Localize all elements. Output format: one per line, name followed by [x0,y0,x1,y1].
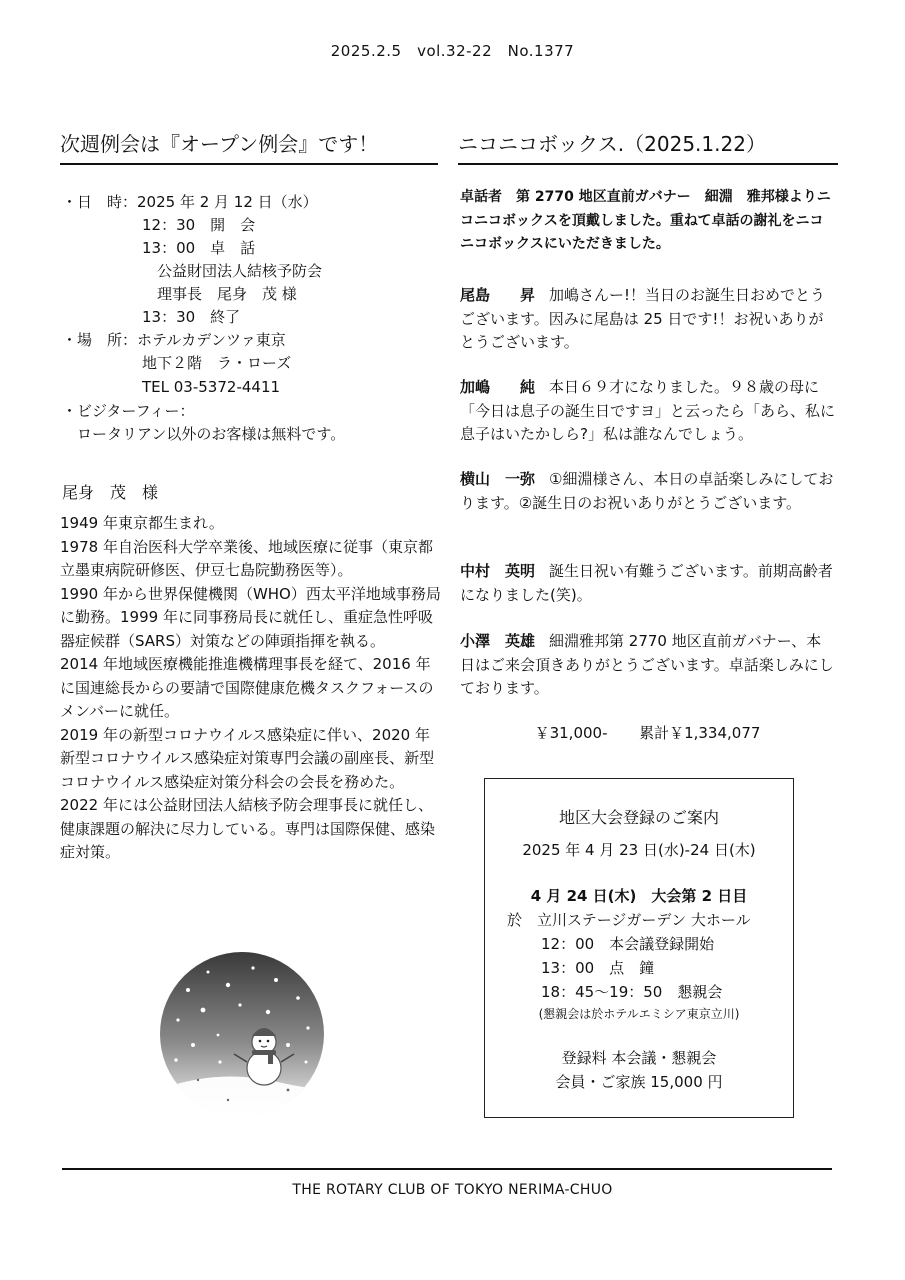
member-message: 細淵雅邦第 2770 地区直前ガバナー、本日はご来会頂きありがとうございます。卓話楽しみにしております。 [460,632,834,697]
footer-divider [62,1168,832,1170]
club-name-footer: THE ROTARY CLUB OF TOKYO NERIMA-CHUO [292,1182,613,1198]
bio-paragraph: 1978 年自治医科大学卒業後、地域医療に従事（東京都立墨東病院研修医、伊豆七島院勤務医等）。 [60,537,433,579]
box-day-label: 4 月 24 日(木) 大会第 2 日目 [530,887,748,905]
visitor-fee-text: ロータリアン以外のお客様は無料です。 [77,425,346,443]
bio-paragraph: 2019 年の新型コロナウイルス感染症に伴い、2020 年新型コロナウイルス感染症対策専門会議の副座長、新型コロナウイルス感染症対策分科会の会長を務めた。 [60,725,435,791]
venue-label: ・場 所：ホテルカデンツァ東京 [62,331,286,349]
speaker-bio [60,512,442,865]
member-name: 尾島 昇 [460,286,536,304]
speaker-name: 尾身 茂 様 [62,483,159,502]
bio-paragraph: 1990 年から世界保健機関（WHO）西太平洋地域事務局に勤務。1999 年に同事務局長に就任し、重症急性呼吸器症候群（SARS）対策などの陣頭指揮を執る。 [60,584,441,650]
box-note: (懇親会は於ホテルエミシア東京立川) [538,1007,740,1021]
meeting-title: 次週例会は『オープン例会』です！ [60,128,438,165]
list-item [460,468,835,515]
member-name: 小澤 英雄 [460,632,536,650]
box-dates: 2025 年 4 月 23 日(水)-24 日(木) [522,841,756,859]
bio-paragraph: 2014 年地域医療機能推進機構理事長を経て、2016 年に国連総長からの要請で国際健康危機タスクフォースのメンバーに就任。 [60,655,434,720]
speaker-org: 公益財団法人結核予防会 [157,262,323,280]
box-venue: 於 立川ステージガーデン 大ホール [507,911,751,929]
niconico-intro: 卓話者 第 2770 地区直前ガバナー 細淵 雅邦様よりニコニコボックスを頂戴しました。重ねて卓話の謝礼をニコニコボックスにいただきました。 [460,189,831,252]
box-fee: 会員・ご家族 15,000 円 [555,1073,723,1091]
niconico-totals [460,722,835,743]
snowman-icon [158,950,326,1118]
schedule-close: 13：30 終了 [142,308,241,326]
schedule-talk: 13：00 卓 話 [142,239,256,257]
list-item [460,630,835,701]
venue-room: 地下２階 ラ・ローズ [142,354,292,372]
box-title: 地区大会登録のご案内 [558,808,719,827]
bio-paragraph: 2022 年には公益財団法人結核予防会理事長に就任し、健康課題の解決に尽力している。専門は国際保健、感染症対策。 [60,796,436,861]
speaker-title: 理事長 尾身 茂 様 [157,285,297,303]
list-item [460,376,835,447]
member-message: 加嶋さんー!！当日のお誕生日おめでとうございます。因みに尾島は 25 日です!！お祝いありがとうございます。 [460,286,826,351]
member-name: 横山 一弥 [460,470,536,488]
venue-tel: TEL 03-5372-4411 [142,378,281,396]
district-conference-box [484,778,794,1118]
bio-paragraph: 1949 年東京都生まれ。 [60,514,224,532]
niconico-title: ニコニコボックス.（2025.1.22） [458,128,838,165]
total-cumulative: 累計￥1,334,077 [639,724,761,742]
schedule-open: 12：30 開 会 [142,216,256,234]
box-fee-label: 登録料 本会議・懇親会 [561,1049,717,1067]
member-message: 誕生日祝い有難うございます。前期高齢者になりました(笑)。 [460,562,833,604]
member-message: ①細淵様さん、本日の卓話楽しみにしております。②誕生日のお祝いありがとうございます。 [460,470,834,512]
box-schedule-item: 13：00 点 鐘 [541,959,655,977]
total-today: ￥31,000- [534,724,608,742]
member-message: 本日６９才になりました。９８歳の母に「今日は息子の誕生日ですヨ」と云ったら「あら、私に息子はいたかしら?」私は誰なんでしょう。 [460,378,836,443]
visitor-fee-label: ・ビジターフィー： [62,402,195,420]
member-name: 加嶋 純 [460,378,536,396]
box-schedule-item: 12：00 本会議登録開始 [541,935,715,953]
list-item [460,284,835,355]
box-schedule-item: 18：45～19：50 懇親会 [541,983,723,1001]
issue-header: 2025.2.5 vol.32-22 No.1377 [330,42,575,60]
member-name: 中村 英明 [460,562,536,580]
list-item [460,560,835,607]
schedule-date: ・日 時：2025 年 2 月 12 日（水） [62,193,318,211]
